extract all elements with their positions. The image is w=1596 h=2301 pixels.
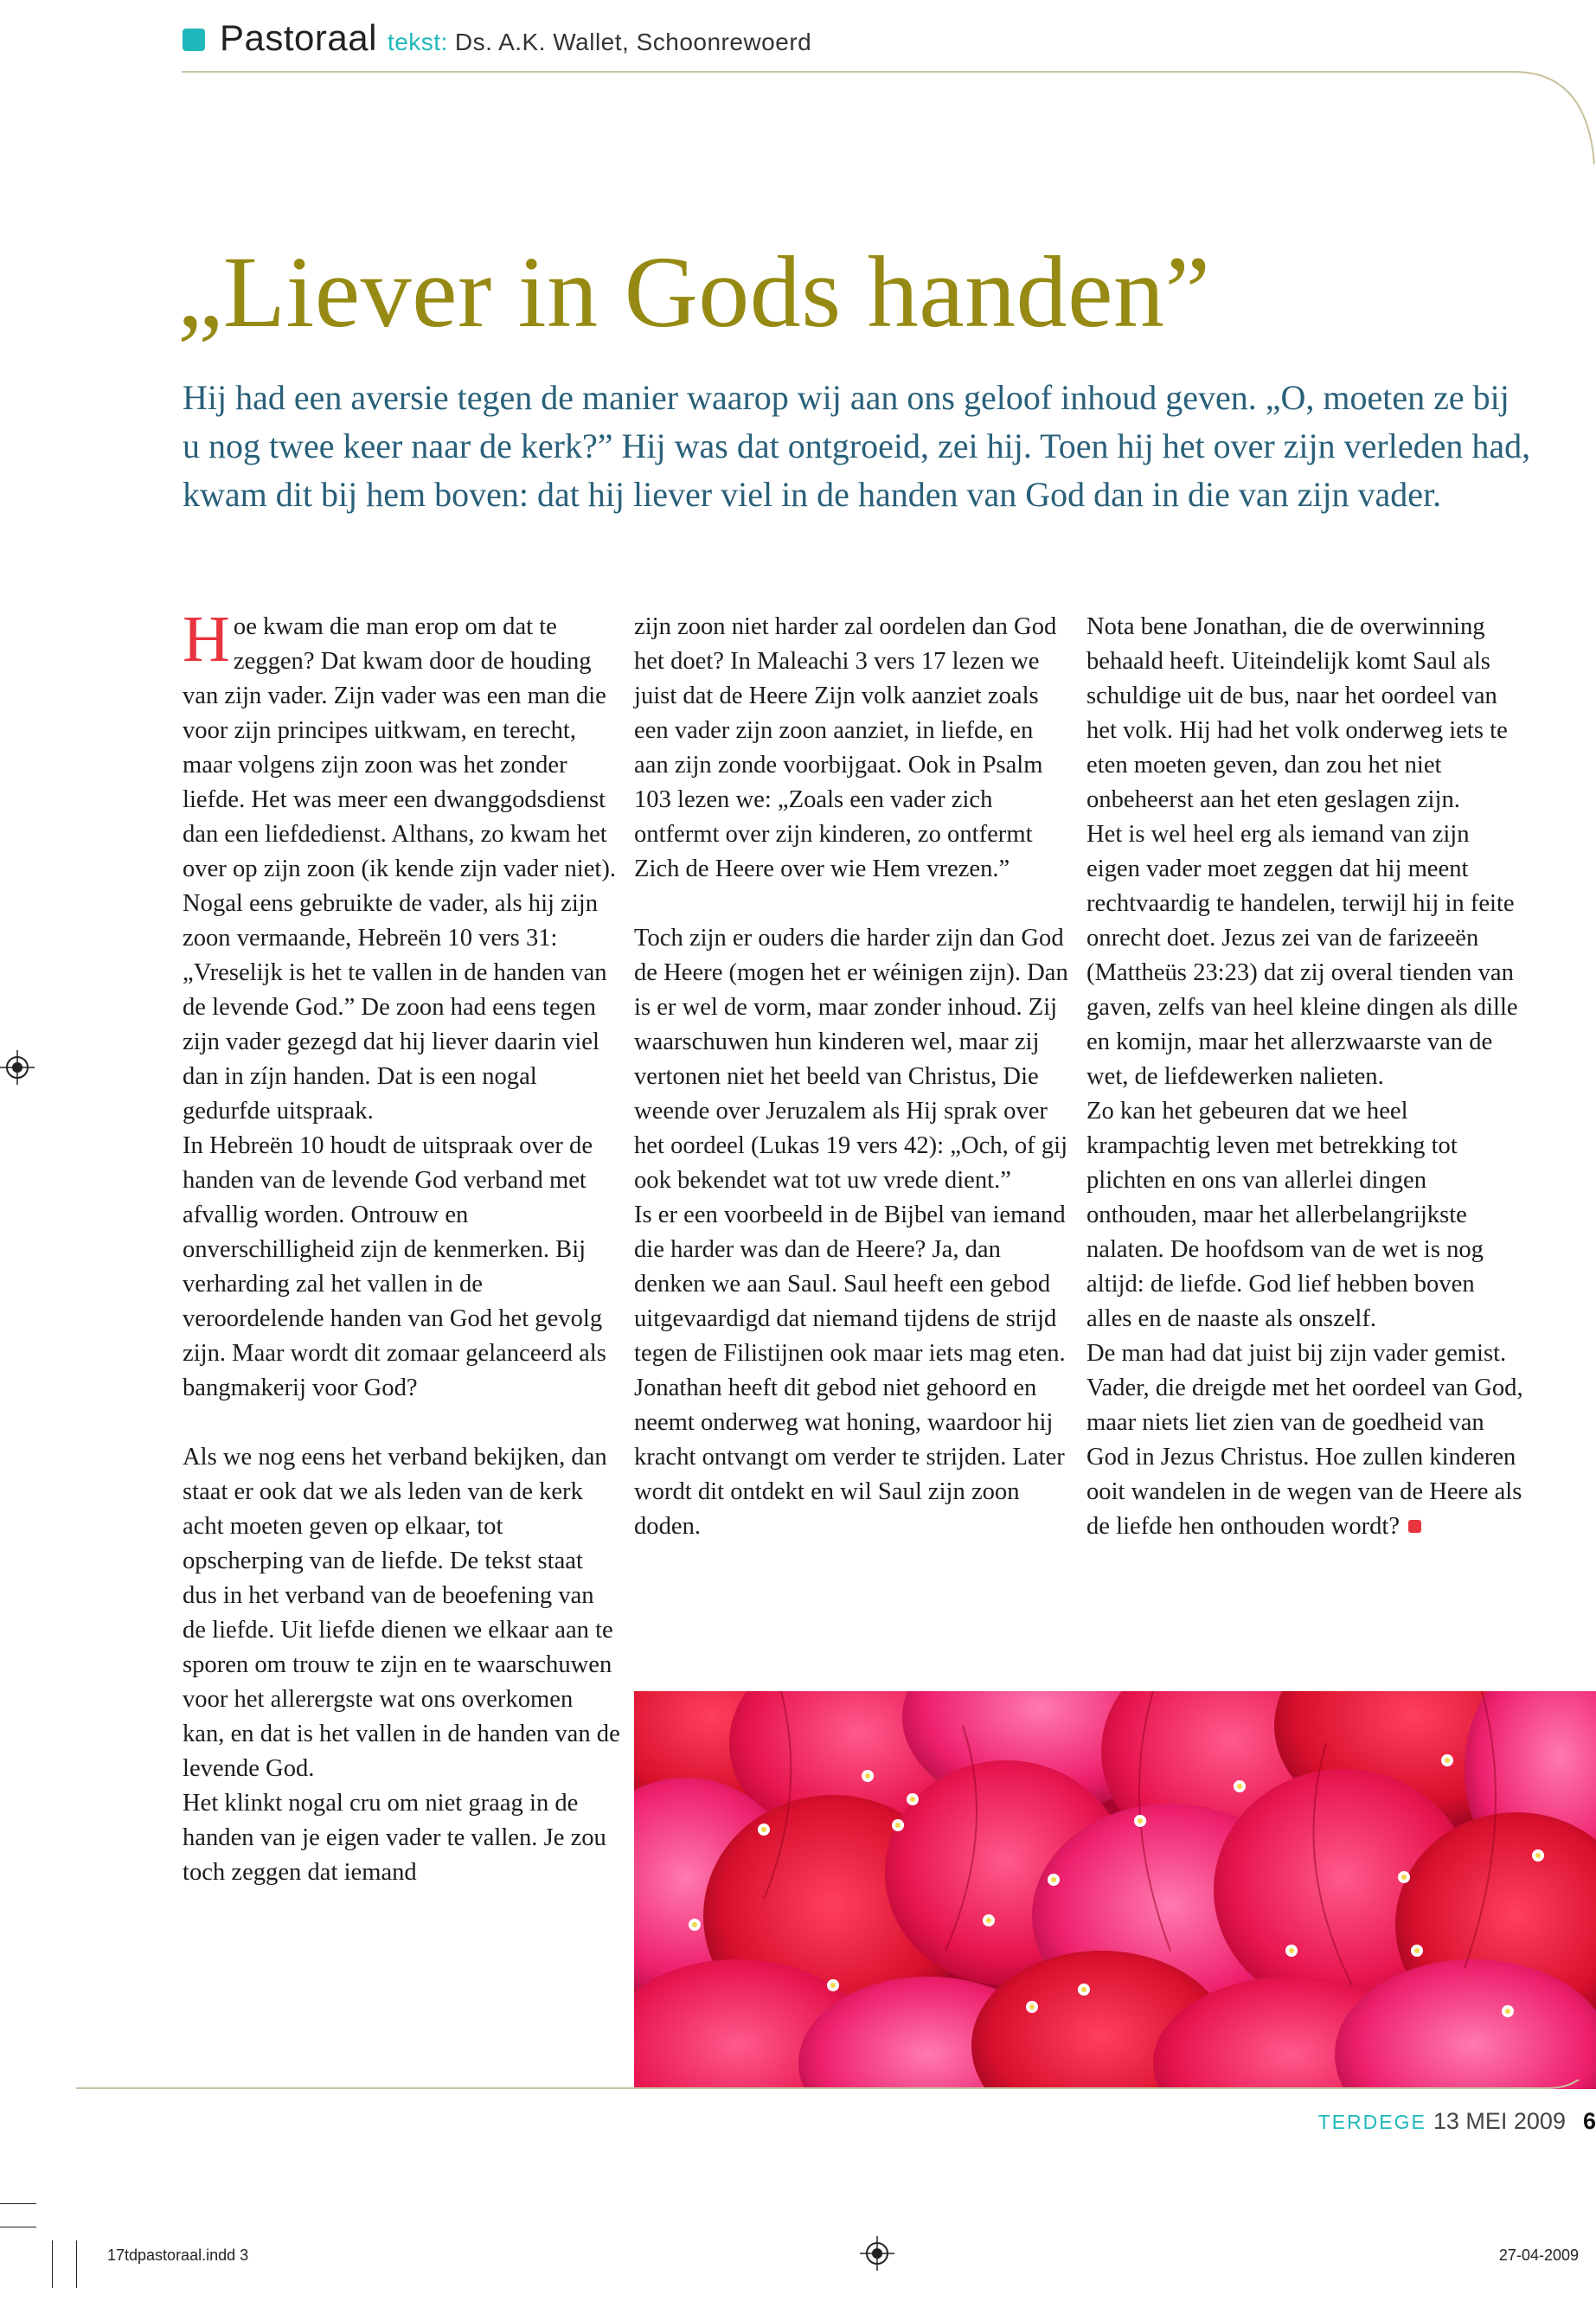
slug-date: 27-04-2009	[1498, 2247, 1579, 2264]
section-header	[220, 12, 811, 68]
paragraph-gap	[634, 887, 1072, 921]
body-column-3	[1086, 610, 1524, 1544]
issue-date: 13 MEI 2009	[1433, 2108, 1566, 2134]
paragraph-text: oe kwam die man erop om dat te zeggen? Dat kwam door de houding van zijn vader. Zijn vader was een man die voor zijn principes uitkwam, en terecht, maar volgens zijn zoon was het zonder liefde. Het was meer een dwanggodsdienst dan een liefdedienst. Althans, zo kwam het over op zijn zoon (ik kende zijn vader niet). Nogal eens gebruikte de vader, als hij zijn zoon vermaande, Hebreën 10 vers 31: „Vreselijk is het te vallen in de handen van de levende God.” De zoon had eens tegen zijn vader gezegd dat hij liever daarin viel dan in zíjn handen. Dat is een nogal gedurfde uitspraak.	[183, 613, 617, 1125]
drop-cap: H	[183, 603, 230, 676]
paragraph-text: De man had dat juist bij zijn vader gemist. Vader, die dreigde met het oordeel van God, maar niets liet zien van de goedheid van God in Jezus Christus. Hoe zullen kinderen ooit wandelen in de wegen van de Heere als de liefde hen onthouden wordt?	[1086, 1340, 1523, 1540]
section-name: Pastoraal	[220, 17, 377, 58]
paragraph: Zo kan het gebeuren dat we heel krampachtig leven met betrekking tot plichten en ons van allerlei dingen onthouden, maar het allerbelangrijkste nalaten. De hoofdsom van de wet is nog altijd: de liefde. God lief hebben boven alles en de naaste als onszelf.	[1086, 1098, 1484, 1332]
body-column-2	[634, 610, 1072, 1544]
paragraph: Nota bene Jonathan, die de overwinning behaald heeft. Uiteindelijk komt Saul als schuldige uit de bus, naar het oordeel van het volk. Hij had het volk onderweg iets te eten moeten geven, dan zou het niet onbeheerst aan het eten geslagen zijn.	[1086, 613, 1508, 813]
top-rule-line	[182, 69, 1596, 216]
section-marker-icon	[183, 29, 205, 51]
paragraph: Als we nog eens het verband bekijken, dan staat er ook dat we als leden van de kerk acht moeten geven op elkaar, tot opscherping van de liefde. De tekst staat dus in het verband van de beoefening van de liefde. Uit liefde dienen we elkaar aan te sporen om trouw te zijn en te waarschuwen voor het allerergste wat ons overkomen kan, en dat is het vallen in de handen van de levende God.	[183, 1444, 620, 1782]
paragraph	[1086, 1336, 1524, 1544]
paragraph: Het is wel heel erg als iemand van zijn eigen vader moet zeggen dat hij meent rechtvaardig te handelen, terwijl hij in feite onrecht doet. Jezus zei van de farizeeën (Mattheüs 23:23) dat zij overal tienden van gaven, zelfs van heel kleine dingen als dille en komijn, maar het allerzwaarste van de wet, de liefdewerken nalieten.	[1086, 821, 1518, 1090]
slug-filename: 17tdpastoraal.indd 3	[107, 2247, 249, 2264]
article-lead: Hij had een aversie tegen de manier waarop wij aan ons geloof inhoud geven. „O, moeten ze bij u nog twee keer naar de kerk?” Hij was dat ontgroeid, zei hij. Toen hij het over zijn verleden had, kwam dit bij hem boven: dat hij liever viel in de handen van God dan in die van zijn vader.	[183, 378, 1531, 514]
paragraph: Toch zijn er ouders die harder zijn dan God de Heere (mogen het er wéinigen zijn). Dan is er wel de vorm, maar zonder inhoud. Zij waarschuwen hun kinderen wel, maar zij vertonen niet het beeld van Christus, Die weende over Jeruzalem als Hij sprak over het oordeel (Lukas 19 vers 42): „Och, of gij ook bekendet wat tot uw vrede dient.”	[634, 925, 1068, 1194]
crop-mark	[52, 2240, 53, 2288]
body-column-1	[183, 603, 620, 1890]
paragraph: Is er een voorbeeld in de Bijbel van iemand die harder was dan de Heere? Ja, dan denken we aan Saul. Saul heeft een gebod uitgevaardigd dat niemand tijdens de strijd tegen de Filistijnen ook maar iets mag eten. Jonathan heeft dit gebod niet gehoord en neemt onderweg wat honing, waardoor hij kracht ontvangt om verder te strijden. Later wordt dit ontdekt en wil Saul zijn zoon doden.	[634, 1202, 1066, 1540]
paragraph	[183, 603, 620, 1129]
crop-mark	[0, 2203, 36, 2204]
bougainvillea-photo	[634, 1691, 1596, 2089]
magazine-name: TERDEGE	[1317, 2111, 1426, 2133]
paragraph: Het klinkt nogal cru om niet graag in de handen van je eigen vader te vallen. Je zou toch zeggen dat iemand	[183, 1790, 606, 1886]
author-name: Ds. A.K. Wallet, Schoonrewoerd	[454, 29, 812, 55]
crop-mark	[76, 2240, 77, 2288]
paragraph: In Hebreën 10 houdt de uitspraak over de handen van de levende God verband met afvallig worden. Ontrouw en onverschilligheid zijn de kenmerken. Bij verharding zal het vallen in de veroordelende handen van God het gevolg zijn. Maar wordt dit zomaar gelanceerd als bangmakerij voor God?	[183, 1132, 606, 1401]
paragraph: zijn zoon niet harder zal oordelen dan God het doet? In Maleachi 3 vers 17 lezen we juist dat de Heere Zijn volk aanziet zoals een vader zijn zoon aanziet, in liefde, en aan zijn zonde voorbijgaat. Ook in Psalm 103 lezen we: „Zoals een vader zich ontfermt over zijn kinderen, zo ontfermt Zich de Heere over wie Hem vrezen.”	[634, 613, 1057, 882]
end-of-article-icon	[1408, 1520, 1421, 1533]
paragraph-gap	[183, 1406, 620, 1440]
article-title: „Liever in Gods handen”	[177, 235, 1211, 349]
page-folio	[1318, 2108, 1596, 2135]
text-prefix: tekst:	[387, 29, 448, 55]
registration-mark-icon	[0, 1050, 35, 1085]
page-number: 6	[1582, 2108, 1596, 2134]
registration-mark-icon	[860, 2236, 894, 2271]
